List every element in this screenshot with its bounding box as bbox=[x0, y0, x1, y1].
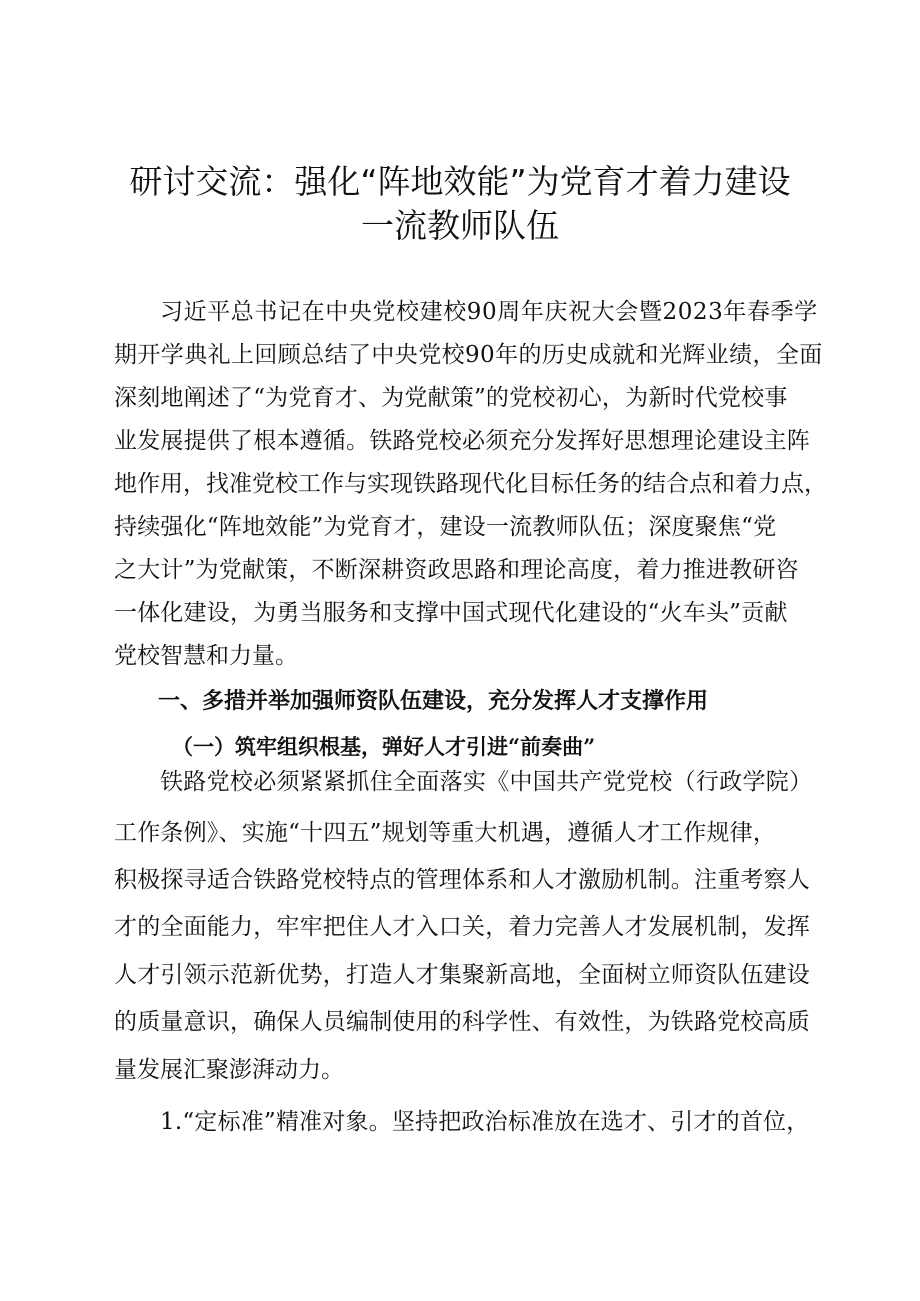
section-line: 的质量意识，确保人员编制使用的科学性、有效性，为铁路党校高质 bbox=[114, 1009, 810, 1035]
document-title-line-2: 一流教师队伍 bbox=[361, 206, 559, 245]
section-line: 工作条例》、实施“十四五”规划等重大机遇，遵循人才工作规律， bbox=[114, 820, 777, 846]
section-line: 量发展汇聚澎湃动力。 bbox=[114, 1057, 344, 1083]
intro-line: 期开学典礼上回顾总结了中央党校90年的历史成就和光辉业绩，全面 bbox=[114, 342, 823, 368]
section-line: 才的全面能力，牢牢把住人才入口关，着力完善人才发展机制，发挥 bbox=[114, 914, 810, 940]
section-line: 积极探寻适合铁路党校特点的管理体系和人才激励机制。注重考察人 bbox=[114, 867, 810, 893]
section-line: 人才引领示范新优势，打造人才集聚新高地，全面树立师资队伍建设 bbox=[114, 962, 810, 988]
intro-line: 一体化建设，为勇当服务和支撑中国式现代化建设的“火车头”贡献 bbox=[114, 600, 788, 626]
intro-line: 党校智慧和力量。 bbox=[114, 643, 298, 669]
numbered-item-1: 1.“定标准”精准对象。坚持把政治标准放在选才、引才的首位， bbox=[160, 1109, 810, 1135]
section-line: 铁路党校必须紧紧抓住全面落实《中国共产党党校（行政学院） bbox=[160, 769, 813, 795]
document-title-line-1: 研讨交流：强化“阵地效能”为党育才着力建设 bbox=[129, 162, 791, 201]
intro-line: 习近平总书记在中央党校建校90周年庆祝大会暨2023年春季学 bbox=[160, 299, 818, 325]
intro-line: 地作用，找准党校工作与实现铁路现代化目标任务的结合点和着力点， bbox=[114, 471, 827, 497]
intro-line: 业发展提供了根本遵循。铁路党校必须充分发挥好思想理论建设主阵 bbox=[114, 428, 810, 454]
intro-line: 持续强化“阵地效能”为党育才，建设一流教师队伍；深度聚焦“党 bbox=[114, 514, 777, 540]
intro-line: 之大计”为党献策，不断深耕资政思路和理论高度，着力推进教研咨 bbox=[114, 557, 799, 583]
section-heading-1: 一、多措并举加强师资队伍建设，充分发挥人才支撑作用 bbox=[158, 689, 709, 714]
subsection-heading-1: （一）筑牢组织根基，弹好人才引进“前奏曲” bbox=[172, 734, 596, 759]
intro-line: 深刻地阐述了“为党育才、为党献策”的党校初心，为新时代党校事 bbox=[114, 385, 788, 411]
